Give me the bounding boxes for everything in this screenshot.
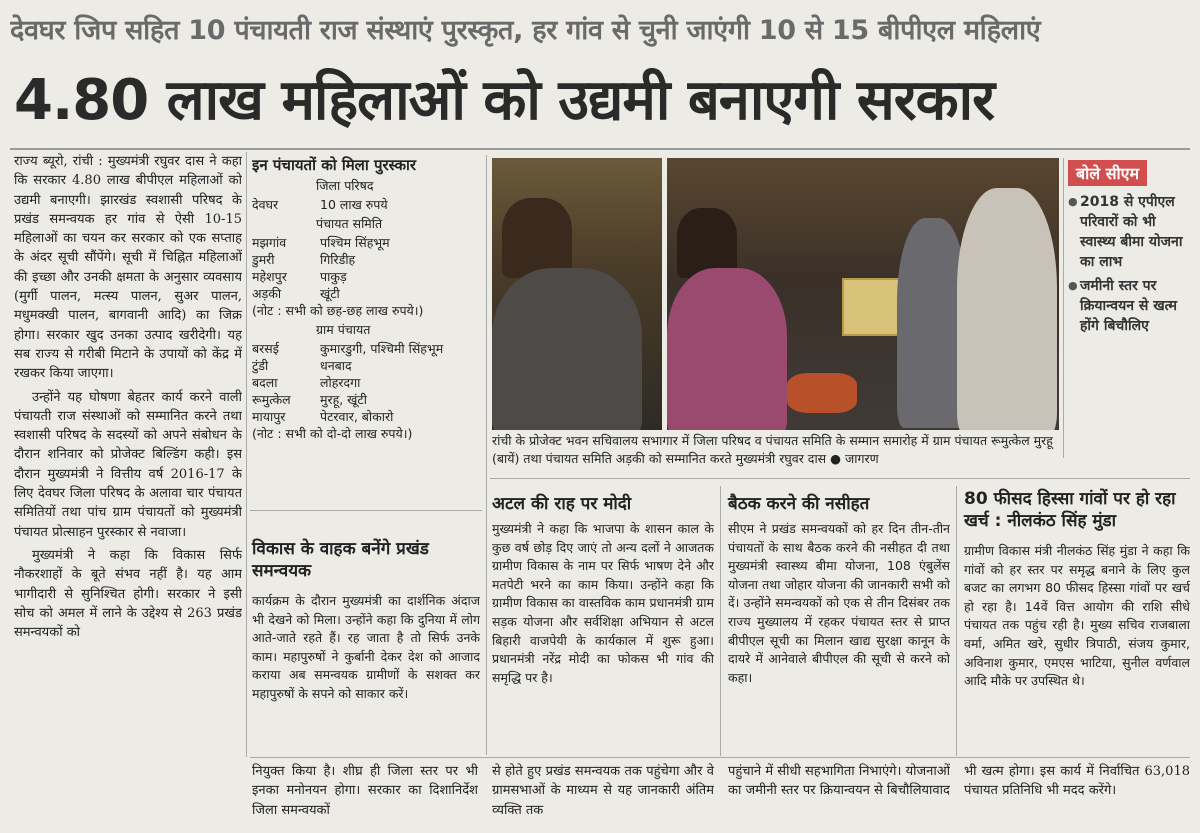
- column-divider: [720, 486, 721, 756]
- award-row: [252, 234, 480, 251]
- award-place: बदला: [252, 375, 278, 390]
- award-value: 10 लाख रुपये: [320, 197, 388, 212]
- gram-note: (नोट : सभी को दो-दो लाख रुपये।): [252, 426, 413, 441]
- award-value: पेटरवार, बोकारो: [320, 409, 394, 424]
- award-place: मायापुर: [252, 409, 286, 424]
- photo-caption: रांची के प्रोजेक्ट भवन सचिवालय सभागार में जिला परिषद व पंचायत समिति के सम्मान समारोह में ग्राम पंचायत रूमुत्केल मुरहू (बायें) तथा पंचायत समिति अड़की को सम्मानित करते मुख्यमंत्री रघुवर दास ● जागरण: [492, 433, 1053, 466]
- award-place: डुमरी: [252, 252, 275, 267]
- story-body-atal: मुख्यमंत्री ने कहा कि भाजपा के शासन काल के कुछ वर्ष छोड़ दिए जाएं तो अन्य दलों ने आजतक ग्रामीण विकास के नाम पर सिर्फ भाषण देने और मतपेटी भरने का काम किया। उन्होंने कहा कि ग्रामीण विकास का वास्तविक काम प्रधानमंत्री ग्राम सड़क योजना और सर्वशिक्षा अभियान से अटल बिहारी वाजपेयी के कार्यकाल में शुरू हुआ। प्रधानमंत्री नरेंद्र मोदी का फोकस भी गांव की समृद्धि पर है।: [492, 521, 714, 685]
- award-place: महेशपुर: [252, 269, 287, 284]
- award-place: बरसई: [252, 341, 279, 356]
- award-place: मझगांव: [252, 235, 287, 250]
- award-row: [252, 196, 480, 213]
- lead-article: [14, 152, 242, 760]
- award-value: गिरिडीह: [320, 252, 356, 267]
- panchayat-samiti-label: पंचायत समिति: [316, 216, 383, 231]
- story-body-baithak: सीएम ने प्रखंड समन्वयकों को हर दिन तीन-तीन पंचायतों के साथ बैठक करने की नसीहत दी तथा मुख्यमंत्री स्वास्थ्य बीमा योजना, 108 एंबुलेंस योजना तथा जोहार योजना की जानकारी सभी को दें। उन्होंने समन्वयकों को एक से तीन दिसंबर तक राज्य मुख्यालय में रहकर पंचायत स्तर से प्राप्त बीपीएल सूची का मिलान खाद्य सुरक्षा कानून के दायरे में आनेवाले बीपीएल की सूची से करने को कहा।: [728, 521, 950, 685]
- continuation-text-4: भी खत्म होगा। इस कार्य में निर्वाचित 63,018 पंचायत प्रतिनिधि भी मदद करेंगे।: [964, 764, 1190, 799]
- list-item: ● 2018 से एपीएल परिवारों को भी स्वास्थ्य बीमा योजना का लाभ: [1068, 192, 1188, 272]
- award-value: खूंटी: [320, 286, 340, 301]
- award-row: [252, 268, 480, 285]
- story-title-vikas: विकास के वाहक बनेंगे प्रखंड समन्वयक: [252, 539, 429, 581]
- lead-paragraph-2: उन्होंने यह घोषणा बेहतर कार्य करने वाली पंचायती राज संस्थाओं को सम्मानित करने तथा स्वशासी परिषद के सदस्यों को अपने संबोधन के दौरान शनिवार को प्रोजेक्ट बिल्डिंग कही। इस दौरान मुख्यमंत्री ने वित्तीय वर्ष 2016-17 के लिए देवघर जिला परिषद के अलावा चार पंचायत समितियों तथा पांच ग्राम पंचायतों को मुख्यमंत्री पंचायत प्रोत्साहन पुरस्कार से नवाजा।: [14, 389, 242, 540]
- continuation-text-1: नियुक्त किया है। शीघ्र ही जिला स्तर पर भी इनका मनोनयन होगा। सरकार का दिशानिर्देश जिला समन्वयकों: [252, 764, 478, 818]
- awards-divider: [250, 510, 482, 511]
- lead-paragraph-1: राज्य ब्यूरो, रांची : मुख्यमंत्री रघुवर दास ने कहा कि सरकार 4.80 लाख बीपीएल महिलाओं को उद्यमी बनाएगी। झारखंड स्वशासी परिषद के प्रखंड समन्वयक हर गांव से ऐसी 10-15 महिलाओं का चयन कर सरकार को एक सप्ताह के अंदर सूची सौंपेंगे। सूची में चिह्नित महिलाओं की इच्छा और उनकी क्षमता के अनुसार व्यवसाय (मुर्गी पालन, मत्स्य पालन, सुअर पालन, मधुमक्खी पालन, बागवानी आदि) का जिक्र होगा। सरकार खुद उनका उत्पाद खरीदेगी। यह सब राज्य से गरीबी मिटाने के उपायों को केंद्र में रखकर किया जाएगा।: [14, 154, 242, 382]
- kicker-headline: देवघर जिप सहित 10 पंचायती राज संस्थाएं पुरस्कृत, हर गांव से चुनी जाएंगी 10 से 15 बीपीएल महिलाएं: [10, 15, 1041, 46]
- photo-figure: [667, 268, 787, 430]
- section-divider: [490, 478, 1190, 479]
- headline-rule: [10, 148, 1190, 150]
- award-row: [252, 340, 480, 357]
- award-place: देवघर: [252, 197, 279, 212]
- column-divider: [956, 486, 957, 756]
- award-place: रूमुत्केल: [252, 392, 291, 407]
- flower-bouquet: [787, 373, 857, 413]
- photo-figure: [502, 198, 572, 278]
- story-title-atal: अटल की राह पर मोदी: [492, 494, 632, 514]
- story-title-baithak: बैठक करने की नसीहत: [728, 494, 870, 514]
- award-row: [252, 408, 480, 425]
- column-divider: [1063, 158, 1064, 458]
- award-row: [252, 391, 480, 408]
- award-row: [252, 251, 480, 268]
- cm-said-list: [1068, 192, 1188, 336]
- continuation-text-3: पहुंचाने में सीधी सहभागिता निभाएंगे। योजनाओं का जमीनी स्तर पर क्रियान्वयन से बिचौलियावाद: [728, 764, 950, 799]
- photo-figure: [957, 188, 1057, 430]
- samiti-note: (नोट : सभी को छह-छह लाख रुपये।): [252, 303, 424, 318]
- story-title-kharch: 80 फीसद हिस्सा गांवों पर हो रहा खर्च : नीलकंठ सिंह मुंडा: [964, 489, 1176, 531]
- award-value: पाकुड़: [320, 269, 347, 284]
- awards-box: [252, 155, 480, 507]
- photo-award-recipient: [492, 158, 662, 430]
- award-value: पश्चिम सिंहभूम: [320, 235, 390, 250]
- main-headline: 4.80 लाख महिलाओं को उद्यमी बनाएगी सरकार: [14, 68, 995, 133]
- photo-figure: [492, 268, 642, 430]
- gram-panchayat-label: ग्राम पंचायत: [316, 322, 371, 337]
- list-item: ● जमीनी स्तर पर क्रियान्वयन से खत्म होंगे बिचौलिए: [1068, 276, 1188, 336]
- photo-chief-minister: [667, 158, 1059, 430]
- award-value: लोहरदगा: [320, 375, 361, 390]
- award-place: टुंडी: [252, 358, 269, 373]
- column-divider: [486, 155, 487, 755]
- cm-said-tag: बोले सीएम: [1068, 160, 1147, 186]
- cm-said-box: [1068, 160, 1188, 460]
- column-divider: [246, 152, 247, 757]
- story-body-kharch: ग्रामीण विकास मंत्री नीलकंठ सिंह मुंडा ने कहा कि गांवों को हर स्तर पर समृद्ध बनाने के लिए कुल बजट का लगभग 80 फीसद हिस्सा गांवों पर खर्च हो रहा है। 14वें वित्त आयोग की राशि सीधे पंचायत तक पहुंच रही है। मुख्य सचिव राजबाला वर्मा, अमित खरे, सुधीर त्रिपाठी, संजय कुमार, अविनाश कुमार, एमएस भाटिया, सुनील वर्णवाल आदि मौके पर उपस्थित थे।: [964, 543, 1190, 689]
- lead-paragraph-3: मुख्यमंत्री ने कहा कि विकास सिर्फ नौकरशाहों के बूते संभव नहीं है। यह आम भागीदारी से सुनिश्चित होगी। सरकार ने इसी सोच को अमल में लाने के उद्देश्य से 263 प्रखंड समन्वयकों को: [14, 547, 242, 641]
- zila-parishad-label: जिला परिषद: [316, 178, 374, 193]
- awards-title: इन पंचायतों को मिला पुरस्कार: [252, 156, 416, 174]
- continuation-text-2: से होते हुए प्रखंड समन्वयक तक पहुंचेगा और वे ग्रामसभाओं के माध्यम से यह जानकारी अंतिम व्यक्ति तक: [492, 764, 714, 818]
- award-value: धनबाद: [320, 358, 352, 373]
- award-value: मुरहू, खूंटी: [320, 392, 367, 407]
- award-row: [252, 374, 480, 391]
- award-row: [252, 357, 480, 374]
- bottom-divider: [250, 757, 1190, 758]
- award-row: [252, 285, 480, 302]
- award-place: अड़की: [252, 286, 282, 301]
- story-body-vikas: कार्यक्रम के दौरान मुख्यमंत्री का दार्शनिक अंदाज भी देखने को मिला। उन्होंने कहा कि दुनिया में लोग आते-जाते रहते हैं। रह जाता है तो सिर्फ उनके काम। महापुरुषों ने कुर्बानी देकर देश को आजाद कराया अब समन्वयक ग्रामीणों के सशक्त कर महापुरुषों के सपने को साकार करें।: [252, 593, 480, 701]
- award-value: कुमारडुगी, पश्चिमी सिंहभूम: [320, 341, 444, 356]
